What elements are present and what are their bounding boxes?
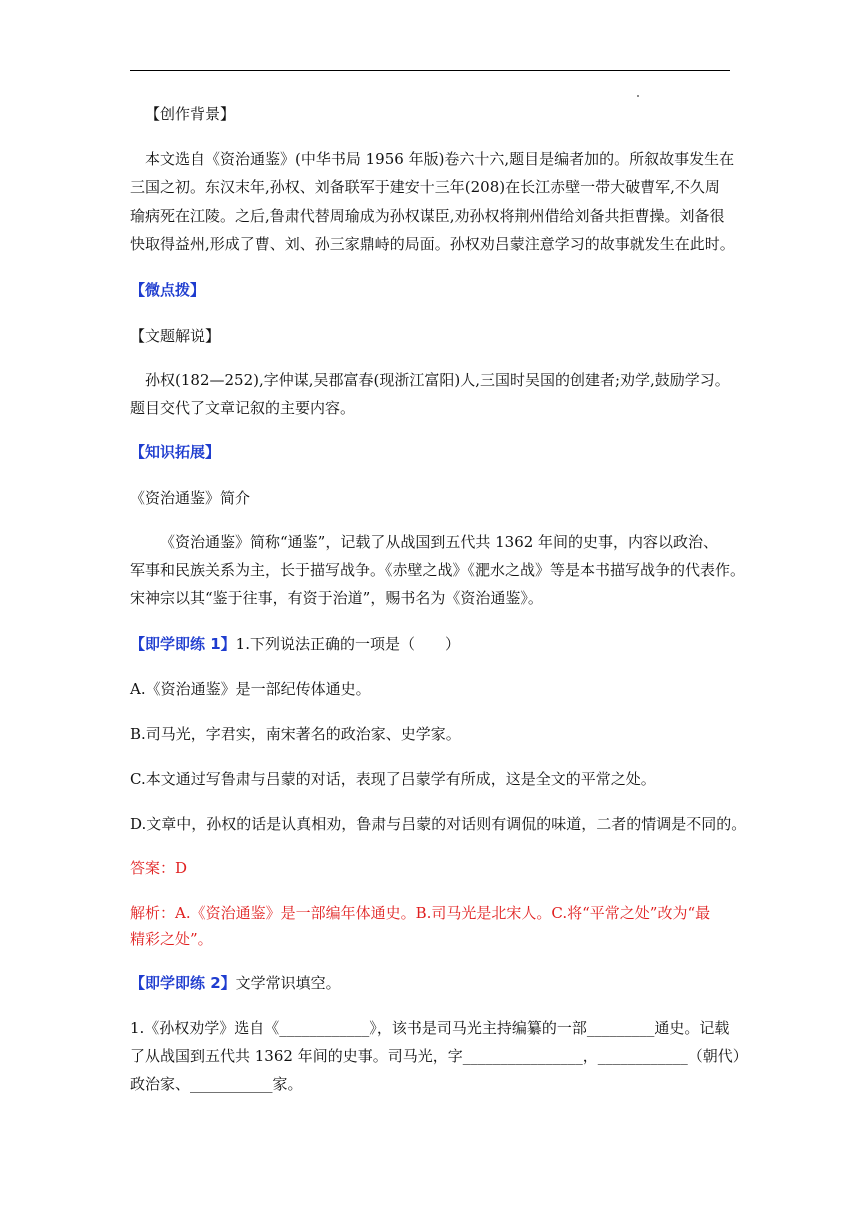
tips-heading: 【微点拨】 — [130, 281, 206, 299]
exercise2-tag: 【即学即练 2】 — [130, 974, 236, 992]
exercise1-option-c: C.本文通过写鲁肃与吕蒙的对话，表现了吕蒙学有所成，这是全文的平常之处。 — [130, 770, 656, 788]
stray-dot — [637, 95, 639, 97]
knowledge-subheading: 《资治通鉴》简介 — [130, 489, 251, 507]
background-line: 快取得益州,形成了曹、刘、孙三家鼎峙的局面。孙权劝吕蒙注意学习的故事就发生在此时。 — [130, 235, 735, 253]
background-line: 三国之初。东汉末年,孙权、刘备联军于建安十三年(208)在长江赤壁一带大破曹军,不久周 — [130, 178, 720, 196]
exercise1-analysis-line: 解析：A.《资治通鉴》是一部编年体通史。B.司马光是北宋人。C.将“平常之处”改为“最 — [130, 904, 711, 922]
knowledge-line: 军事和民族关系为主，长于描写战争。《赤壁之战》《淝水之战》等是本书描写战争的代表作。 — [130, 561, 746, 579]
exercise1-question: 1.下列说法正确的一项是（ ） — [235, 635, 460, 653]
exercise1-option-a: A.《资治通鉴》是一部纪传体通史。 — [130, 680, 371, 698]
exercise1-option-b: B.司马光，字君实，南宋著名的政治家、史学家。 — [130, 725, 461, 743]
tips-subheading: 【文题解说】 — [130, 327, 221, 345]
knowledge-line: 《资治通鉴》简称“通鉴”，记载了从战国到五代共 1362 年间的史事，内容以政治、 — [160, 533, 719, 551]
exercise1-analysis-line: 精彩之处”。 — [130, 930, 213, 948]
exercise1-tag: 【即学即练 1】 — [130, 635, 236, 653]
background-line: 瑜病死在江陵。之后,鲁肃代替周瑜成为孙权谋臣,劝孙权将荆州借给刘备共拒曹操。刘备很 — [130, 207, 725, 225]
background-line: 本文选自《资治通鉴》(中华书局 1956 年版)卷六十六,题目是编者加的。所叙故事发生在 — [145, 150, 735, 168]
exercise1-answer: 答案：D — [130, 859, 188, 877]
exercise1-option-d: D.文章中，孙权的话是认真相劝，鲁肃与吕蒙的对话则有调侃的味道，二者的情调是不同的。 — [130, 815, 747, 833]
exercise2-line: 政治家、___________家。 — [130, 1075, 303, 1093]
exercise2-line: 了从战国到五代共 1362 年间的史事。司马光，字________________，____________（朝代） — [130, 1047, 748, 1065]
tips-line: 孙权(182—252),字仲谋,吴郡富春(现浙江富阳)人,三国时吴国的创建者;劝学,鼓励学习。 — [145, 371, 730, 389]
exercise2-question: 文学常识填空。 — [235, 974, 341, 992]
knowledge-heading: 【知识拓展】 — [130, 443, 221, 461]
tips-line: 题目交代了文章记叙的主要内容。 — [130, 399, 356, 417]
header-rule — [130, 70, 730, 71]
background-heading: 【创作背景】 — [145, 105, 236, 123]
exercise2-line: 1.《孙权劝学》选自《____________》，该书是司马光主持编纂的一部_________通史。记载 — [130, 1019, 730, 1037]
exercise1-question-line — [130, 634, 460, 654]
exercise2-question-line — [130, 973, 341, 993]
knowledge-line: 宋神宗以其“鉴于往事，有资于治道”，赐书名为《资治通鉴》。 — [130, 589, 543, 607]
